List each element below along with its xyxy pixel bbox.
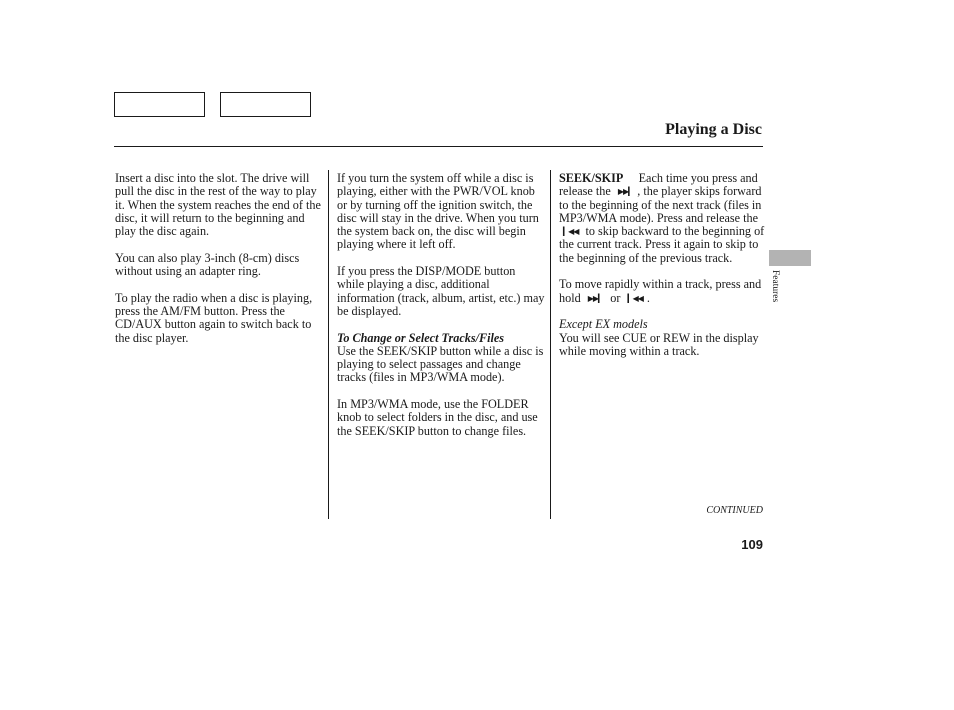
seek-text-b: , the player skips forward to the beginning of the next track (files in MP3/WMA mode). Press and release the [559,184,762,225]
col3-paragraph-3: You will see CUE or REW in the display while moving within a track. [559,330,759,358]
seek-text-c: to skip backward to the beginning of the current track. Press it again to skip to the beginning of the previous track. [559,224,765,265]
col2-paragraph-3: Use the SEEK/SKIP button while a disc is playing to select passages and change tracks (files in MP3/WMA mode). [337,343,544,385]
seek-skip-label: SEEK/SKIP [559,171,624,185]
continued-label: CONTINUED [706,505,763,516]
skip-back-icon: ▎◀◀ [563,227,579,237]
rapid-or: or [610,290,621,305]
nav-button-2[interactable] [220,92,311,117]
rapid-end: . [646,290,650,305]
skip-forward-icon: ▶▶▎ [587,293,604,303]
rapid-text-a: To move rapidly within a track, press and hold [559,277,762,305]
nav-button-1[interactable] [114,92,205,117]
col3-seek-paragraph [559,172,765,265]
col2-paragraph-4: In MP3/WMA mode, use the FOLDER knob to select folders in the disc, and use the SEEK/SKIP button to change files. [337,397,538,438]
page-number: 109 [741,537,763,552]
column-1 [115,172,321,358]
column-2 [337,172,545,451]
col3-note-paragraph [559,318,765,358]
page-title: Playing a Disc [665,121,762,138]
col2-section [337,332,545,385]
model-note: Except EX models [559,317,648,332]
header-rule [114,146,763,147]
skip-forward-icon: ▶▶▎ [617,187,634,197]
column-divider-2 [550,170,551,519]
section-side-label: Features [770,270,780,303]
seek-text-a: Each time you press and release the [559,171,758,199]
section-tab-marker [769,250,811,266]
col2-paragraph-2: If you press the DISP/MODE button while playing a disc, additional information (track, album, artist, etc.) may be displayed. [337,264,545,318]
col1-paragraph-3: To play the radio when a disc is playing, press the AM/FM button. Press the CD/AUX button again to switch back to the disc player. [115,290,313,345]
skip-back-icon: ▎◀◀ [627,293,643,303]
col2-paragraph-1: If you turn the system off while a disc is playing, either with the PWR/VOL knob or by turning off the ignition switch, the disc will stay in the drive. When you turn the system back on, the disc will begin playing where it left off. [337,171,539,252]
column-3 [559,172,765,371]
col1-paragraph-1: Insert a disc into the slot. The drive will pull the disc in the rest of the way to play it. When the system reaches the end of the disc, it will return to the beginning and play the disc again. [115,171,321,239]
section-subheading: To Change or Select Tracks/Files [337,330,505,345]
col1-paragraph-2: You can also play 3-inch (8-cm) discs without using an adapter ring. [115,250,300,279]
column-divider-1 [328,170,329,519]
col3-rapid-paragraph [559,278,765,305]
